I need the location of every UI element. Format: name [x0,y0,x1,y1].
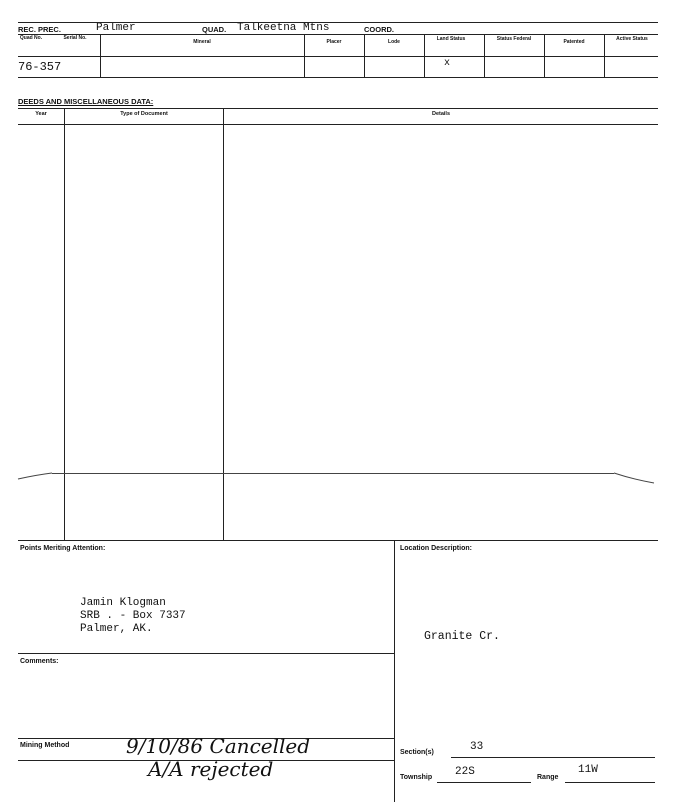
deeds-top-rule [18,108,658,109]
col-mineral: Mineral [193,39,211,45]
record-quad-no: 76-357 [18,60,62,74]
lower-vertical-divider [394,540,395,802]
col-active-status: Active Status [616,36,648,42]
coord-label: COORD. [364,25,394,34]
mining-handwritten-cancelled: 9/10/86 Cancelled [126,734,311,758]
comments-top-rule [18,653,394,654]
location-label: Location Description: [400,545,472,552]
divider-land-status [424,34,425,77]
header-rule [18,34,658,35]
col-year: Year [35,111,47,117]
section-line [451,757,655,758]
record-row-rule [18,77,658,78]
divider-lode [364,34,365,77]
divider-active-status [604,34,605,77]
col-lode: Lode [388,39,400,45]
col-quad-no: Quad No. [19,35,43,41]
col-land-status: Land Status [436,36,466,42]
points-line-3: Palmer, AK. [80,623,153,635]
divider-status-federal [484,34,485,77]
col-type-of-document: Type of Document [120,111,168,117]
range-label: Range [537,774,559,781]
location-value: Granite Cr. [424,630,500,643]
section-value: 33 [470,741,484,753]
mining-handwritten-rejected: A/A rejected [148,757,274,781]
deeds-header-rule [18,124,658,125]
rec-prec-value: Palmer [96,22,136,34]
deeds-title: DEEDS AND MISCELLANEOUS DATA: [18,97,154,106]
col-details: Details [431,111,451,117]
comments-label: Comments: [20,658,59,665]
rec-prec-label: REC. PREC. [18,25,61,34]
record-land-status-mark: x [444,58,451,69]
range-value: 11W [578,764,598,776]
divider-patented [544,34,545,77]
township-line [437,782,531,783]
col-placer: Placer [326,39,342,45]
fold-marks [0,465,678,490]
col-patented: Patented [563,39,585,45]
range-line [565,782,655,783]
quad-value: Talkeetna Mtns [237,22,330,34]
quad-label: QUAD. [202,25,227,34]
divider-mineral [100,34,101,77]
points-line-2: SRB . - Box 7337 [80,610,186,622]
township-value: 22S [455,766,475,778]
divider-placer [304,34,305,77]
col-status-federal: Status Federal [496,36,532,42]
top-rule [18,22,658,23]
section-label: Section(s) [400,749,434,756]
lower-top-rule [18,540,658,541]
township-label: Township [400,774,433,781]
column-header-rule [18,56,658,57]
points-label: Points Meriting Attention: [20,545,106,552]
mining-method-label: Mining Method [20,742,70,749]
points-line-1: Jamin Klogman [80,597,166,609]
col-serial-no: Serial No. [63,35,87,41]
